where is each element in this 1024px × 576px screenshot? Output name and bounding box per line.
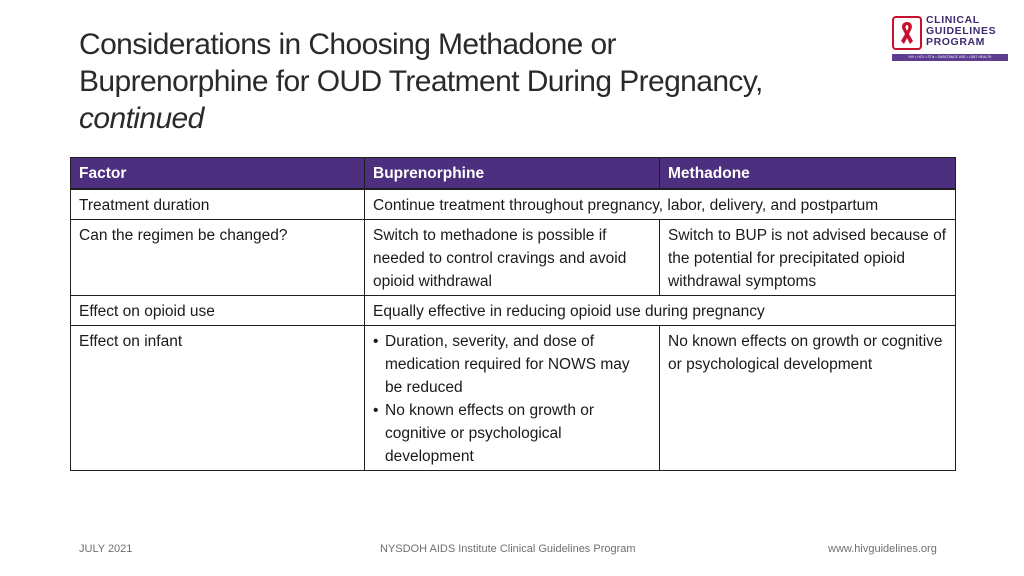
title-line-2: Buprenorphine for OUD Treatment During Pregnancy,: [79, 65, 763, 98]
row-factor-cell: Can the regimen be changed?: [71, 220, 365, 296]
logo-tagline: HIV • HCV • STIs • SUBSTANCE USE • LGBT HEALTH: [892, 54, 1008, 61]
title-line-1: Considerations in Choosing Methadone or: [79, 28, 616, 61]
logo-line-2: GUIDELINES: [926, 25, 997, 37]
row-shared-cell: Equally effective in reducing opioid use during pregnancy: [365, 296, 956, 326]
logo-line-3: PROGRAM: [926, 36, 986, 48]
table-row: [71, 326, 956, 471]
row-factor-cell: Treatment duration: [71, 189, 365, 220]
list-item: • No known effects on growth or cognitive or psychological development: [373, 399, 651, 468]
row-methadone-cell: No known effects on growth or cognitive or psychological development: [660, 326, 956, 471]
table-row: [71, 189, 956, 220]
footer-date: JULY 2021: [79, 543, 133, 555]
footer-program: NYSDOH AIDS Institute Clinical Guidelines Program: [380, 543, 636, 555]
row-factor-cell: Effect on opioid use: [71, 296, 365, 326]
header-methadone: Methadone: [660, 158, 956, 190]
title-subtitle: continued: [79, 102, 204, 135]
footer-url: www.hivguidelines.org: [828, 543, 937, 555]
row-buprenorphine-cell: [365, 326, 660, 471]
row-factor-cell: Effect on infant: [71, 326, 365, 471]
bullet-list: [373, 330, 651, 468]
clinical-guidelines-logo: [888, 14, 1010, 64]
ribbon-icon: [892, 16, 922, 50]
header-factor: Factor: [71, 158, 365, 190]
row-buprenorphine-cell: Switch to methadone is possible if needed to control cravings and avoid opioid withdrawal: [365, 220, 660, 296]
header-buprenorphine: Buprenorphine: [365, 158, 660, 190]
logo-wordmark: [926, 15, 996, 48]
row-methadone-cell: Switch to BUP is not advised because of the potential for precipitated opioid withdrawal symptoms: [660, 220, 956, 296]
table-header-row: [71, 158, 956, 190]
page-title: [79, 26, 879, 137]
list-item: • Duration, severity, and dose of medication required for NOWS may be reduced: [373, 330, 651, 399]
logo-line-1: CLINICAL: [926, 14, 980, 26]
comparison-table: [70, 157, 956, 471]
row-shared-cell: Continue treatment throughout pregnancy, labor, delivery, and postpartum: [365, 189, 956, 220]
table-row: [71, 220, 956, 296]
table-row: [71, 296, 956, 326]
